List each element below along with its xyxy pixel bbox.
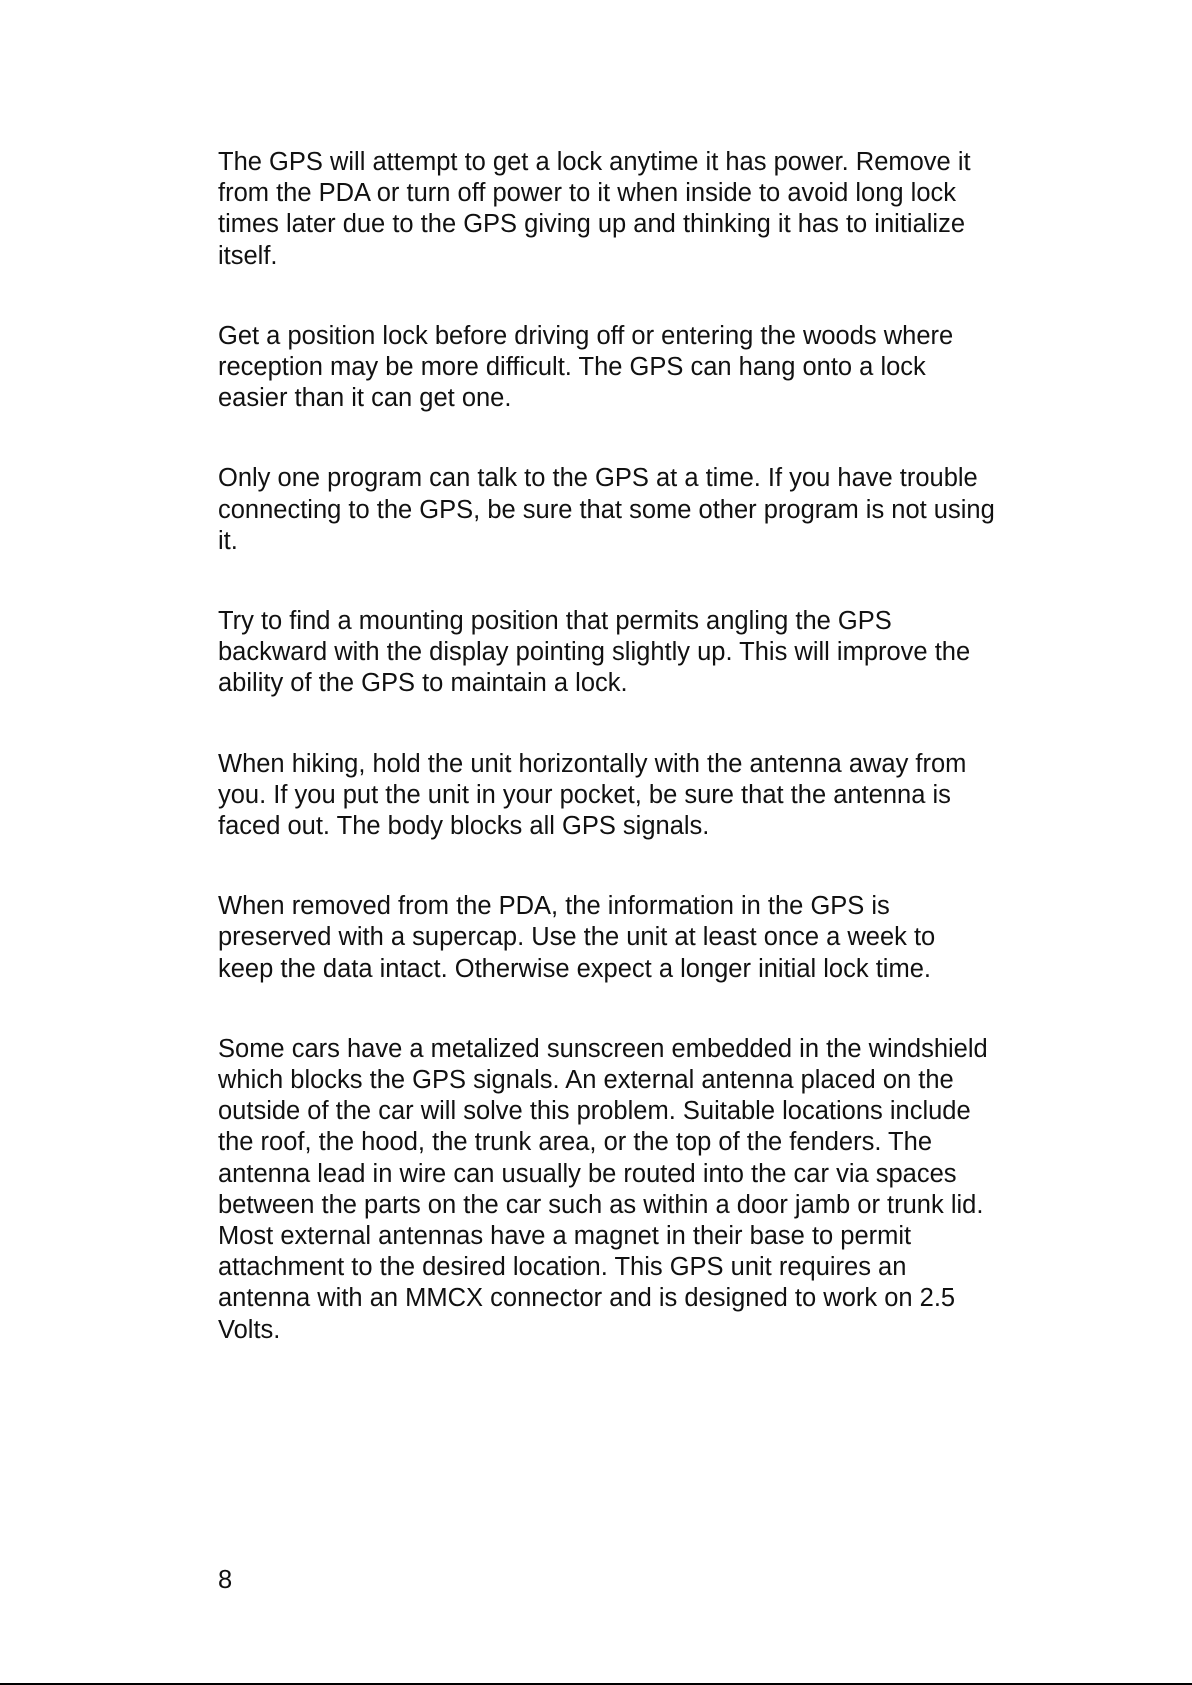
paragraph-mounting-position: Try to find a mounting position that permits angling the GPS backward with the display pointing slightly up. This will improve the ability of the GPS to maintain a lock. [218,607,971,698]
paragraph-lock-before-driving: Get a position lock before driving off or entering the woods where reception may be more difficult. The GPS can hang onto a lock easier than it can get one. [218,321,954,413]
paragraph-gps-lock-power: The GPS will attempt to get a lock anytime it has power. Remove it from the PDA or turn off power to it when inside to avoid long lock times later due to the GPS giving up and thinking it has to initialize itself. [218,148,971,270]
paragraph-hiking: When hiking, hold the unit horizontally with the antenna away from you. If you put the unit in your pocket, be sure that the antenna is faced out. The body blocks all GPS signals. [218,749,967,841]
paragraph-external-antenna: Some cars have a metalized sunscreen embedded in the windshield which blocks the GPS signals. An external antenna placed on the outside of the car will solve this problem. Suitable locations include the roof, the hood, the trunk area, or the top of the fenders. The antenna lead in wire can usually be routed into the car via spaces between the parts on the car such as within a door jamb or trunk lid. Most external antennas have a magnet in their base to permit attachment to the desired location. This GPS unit requires an antenna with an MMCX connector and is designed to work on 2.5 Volts. [218,1034,988,1344]
paragraph-supercap: When removed from the PDA, the information in the GPS is preserved with a supercap. Use the unit at least once a week to keep the data intact. Otherwise expect a longer initial lock time. [218,892,936,983]
page-number: 8 [218,1566,233,1594]
page-content [218,147,1018,1395]
paragraph-one-program: Only one program can talk to the GPS at a time. If you have trouble connecting to the GPS, be sure that some other program is not using it. [218,464,995,555]
